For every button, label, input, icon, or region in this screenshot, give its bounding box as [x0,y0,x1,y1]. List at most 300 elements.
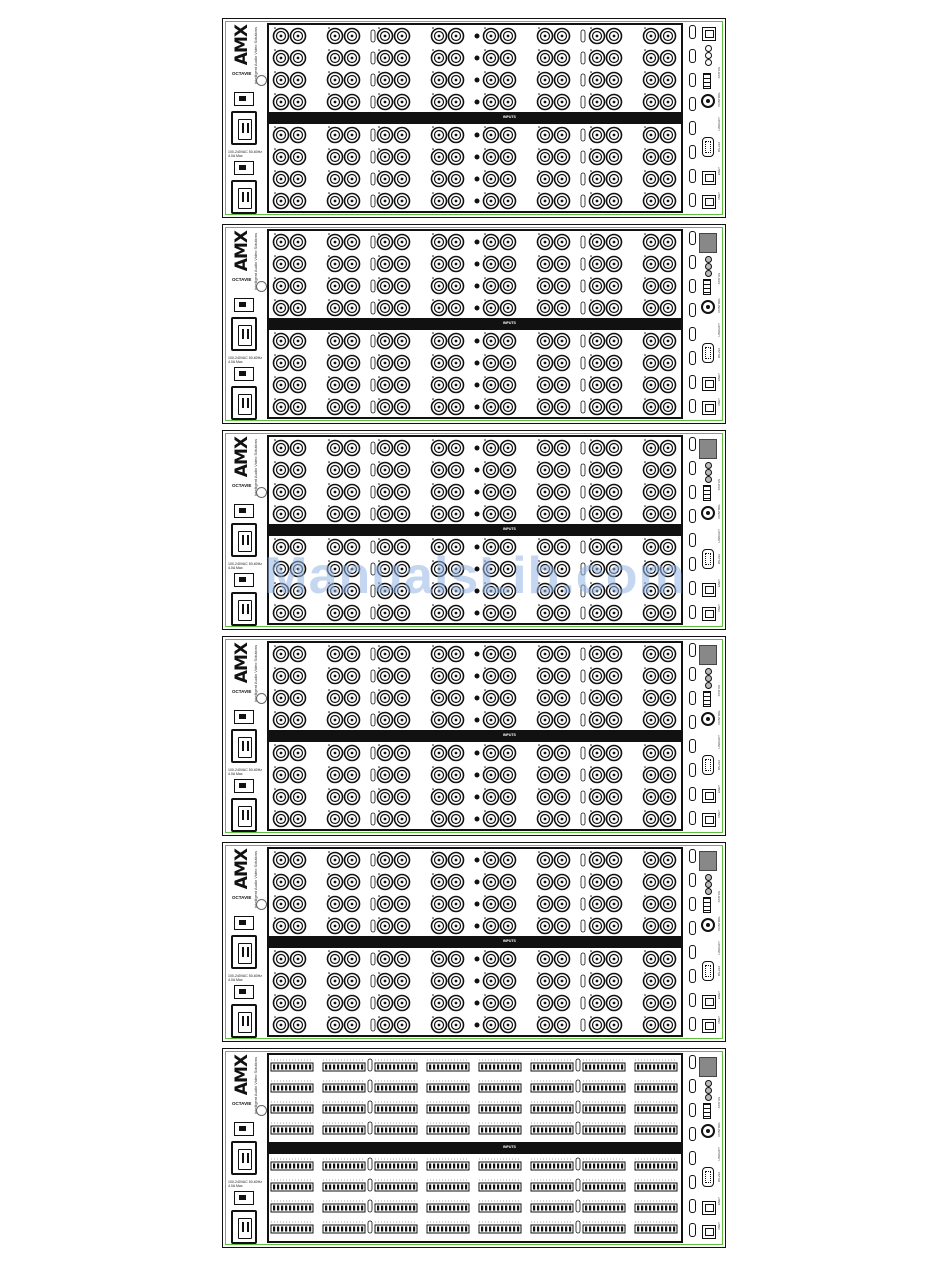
bnc-connector[interactable] [484,584,499,599]
bnc-connector[interactable] [607,812,622,827]
bnc-connector[interactable] [345,952,360,967]
bnc-connector[interactable] [590,29,605,44]
bnc-connector[interactable] [378,691,393,706]
terminal-block[interactable] [427,1201,469,1212]
bnc-connector[interactable] [607,897,622,912]
bnc-connector[interactable] [555,875,570,890]
bnc-connector[interactable] [555,606,570,621]
bnc-connector[interactable] [661,400,676,415]
bnc-connector[interactable] [395,95,410,110]
bnc-connector[interactable] [555,647,570,662]
bnc-connector[interactable] [590,301,605,316]
bnc-connector[interactable] [432,584,447,599]
xnet-port[interactable] [702,1019,716,1033]
xnet-port[interactable] [702,1225,716,1239]
terminal-block[interactable] [583,1180,625,1191]
bnc-connector[interactable] [538,974,553,989]
bnc-connector[interactable] [607,150,622,165]
terminal-block[interactable] [375,1180,417,1191]
bnc-connector[interactable] [432,853,447,868]
bnc-connector[interactable] [328,235,343,250]
bnc-connector[interactable] [644,974,659,989]
bnc-connector[interactable] [607,51,622,66]
bnc-connector[interactable] [644,172,659,187]
bnc-connector[interactable] [432,875,447,890]
bnc-connector[interactable] [644,540,659,555]
bnc-connector[interactable] [378,768,393,783]
bnc-connector[interactable] [607,952,622,967]
bnc-connector[interactable] [590,463,605,478]
bnc-connector[interactable] [484,812,499,827]
bnc-connector[interactable] [644,356,659,371]
bnc-connector[interactable] [291,952,306,967]
bnc-connector[interactable] [501,853,516,868]
bnc-connector[interactable] [501,790,516,805]
bnc-connector[interactable] [661,584,676,599]
bnc-connector[interactable] [274,356,289,371]
bnc-connector[interactable] [555,584,570,599]
bnc-connector[interactable] [395,463,410,478]
bnc-connector[interactable] [345,691,360,706]
bnc-connector[interactable] [274,768,289,783]
bnc-connector[interactable] [661,95,676,110]
bnc-connector[interactable] [378,485,393,500]
rs232-port[interactable] [702,961,714,981]
bnc-connector[interactable] [555,713,570,728]
rs232-port[interactable] [702,549,714,569]
bnc-connector[interactable] [378,29,393,44]
bnc-connector[interactable] [395,279,410,294]
bnc-connector[interactable] [555,257,570,272]
bnc-connector[interactable] [328,996,343,1011]
bnc-connector[interactable] [432,562,447,577]
bnc-connector[interactable] [345,485,360,500]
control-terminal[interactable] [703,485,711,501]
bnc-connector[interactable] [661,1018,676,1033]
bnc-connector[interactable] [378,334,393,349]
bnc-connector[interactable] [607,334,622,349]
bnc-connector[interactable] [449,95,464,110]
terminal-block[interactable] [635,1180,677,1191]
bnc-connector[interactable] [291,746,306,761]
bnc-connector[interactable] [661,875,676,890]
bnc-connector[interactable] [328,919,343,934]
bnc-connector[interactable] [484,235,499,250]
bnc-connector[interactable] [378,172,393,187]
bnc-connector[interactable] [378,919,393,934]
bnc-connector[interactable] [378,51,393,66]
bnc-connector[interactable] [291,128,306,143]
bnc-connector[interactable] [661,853,676,868]
bnc-connector[interactable] [395,301,410,316]
bnc-connector[interactable] [607,172,622,187]
bnc-connector[interactable] [661,257,676,272]
bnc-connector[interactable] [274,713,289,728]
bnc-connector[interactable] [484,897,499,912]
bnc-connector[interactable] [449,356,464,371]
bnc-connector[interactable] [395,128,410,143]
bnc-connector[interactable] [449,996,464,1011]
bnc-connector[interactable] [501,441,516,456]
bnc-connector[interactable] [607,584,622,599]
bnc-connector[interactable] [555,812,570,827]
bnc-connector[interactable] [378,875,393,890]
bnc-connector[interactable] [449,128,464,143]
bnc-connector[interactable] [449,334,464,349]
bnc-connector[interactable] [555,897,570,912]
bnc-connector[interactable] [538,194,553,209]
bnc-connector[interactable] [484,691,499,706]
bnc-connector[interactable] [555,400,570,415]
bnc-connector[interactable] [538,812,553,827]
terminal-block[interactable] [271,1201,313,1212]
control-terminal[interactable] [703,73,711,89]
bnc-connector[interactable] [449,768,464,783]
bnc-connector[interactable] [432,974,447,989]
terminal-block[interactable] [323,1060,365,1071]
bnc-connector[interactable] [538,540,553,555]
bnc-connector[interactable] [555,691,570,706]
bnc-connector[interactable] [328,746,343,761]
bnc-connector[interactable] [538,790,553,805]
bnc-connector[interactable] [395,952,410,967]
terminal-block[interactable] [531,1222,573,1233]
bnc-connector[interactable] [345,150,360,165]
bnc-connector[interactable] [484,73,499,88]
bnc-connector[interactable] [432,790,447,805]
bnc-connector[interactable] [432,257,447,272]
bnc-connector[interactable] [328,378,343,393]
bnc-connector[interactable] [378,952,393,967]
bnc-connector[interactable] [661,790,676,805]
bnc-connector[interactable] [607,463,622,478]
bnc-connector[interactable] [661,73,676,88]
bnc-connector[interactable] [291,463,306,478]
ethernet-port[interactable] [702,583,716,597]
bnc-connector[interactable] [484,128,499,143]
bnc-connector[interactable] [449,51,464,66]
bnc-connector[interactable] [538,279,553,294]
bnc-connector[interactable] [345,1018,360,1033]
bnc-connector[interactable] [291,172,306,187]
bnc-connector[interactable] [644,875,659,890]
bnc-connector[interactable] [501,919,516,934]
bnc-connector[interactable] [274,1018,289,1033]
bnc-connector[interactable] [538,691,553,706]
terminal-block[interactable] [583,1060,625,1071]
bnc-connector[interactable] [484,194,499,209]
bnc-connector[interactable] [484,150,499,165]
bnc-connector[interactable] [501,897,516,912]
bnc-connector[interactable] [274,897,289,912]
bnc-connector[interactable] [328,584,343,599]
bnc-connector[interactable] [345,919,360,934]
bnc-connector[interactable] [538,875,553,890]
bnc-connector[interactable] [644,952,659,967]
terminal-block[interactable] [583,1159,625,1170]
bnc-connector[interactable] [274,746,289,761]
rs232-port[interactable] [702,1167,714,1187]
bnc-connector[interactable] [607,73,622,88]
bnc-connector[interactable] [274,853,289,868]
bnc-connector[interactable] [538,29,553,44]
bnc-connector[interactable] [345,400,360,415]
bnc-connector[interactable] [484,919,499,934]
bnc-connector[interactable] [501,235,516,250]
bnc-connector[interactable] [538,584,553,599]
bnc-connector[interactable] [501,507,516,522]
bnc-connector[interactable] [538,334,553,349]
bnc-connector[interactable] [555,463,570,478]
bnc-connector[interactable] [501,875,516,890]
xnet-port[interactable] [702,607,716,621]
power-switch-1[interactable] [234,298,254,312]
bnc-connector[interactable] [661,463,676,478]
bnc-connector[interactable] [395,746,410,761]
bnc-connector[interactable] [501,952,516,967]
bnc-connector[interactable] [395,485,410,500]
bnc-connector[interactable] [590,584,605,599]
bnc-connector[interactable] [644,128,659,143]
bnc-connector[interactable] [291,257,306,272]
bnc-connector[interactable] [395,812,410,827]
bnc-connector[interactable] [644,194,659,209]
terminal-block[interactable] [323,1102,365,1113]
bnc-connector[interactable] [501,334,516,349]
bnc-connector[interactable] [449,378,464,393]
bnc-connector[interactable] [274,194,289,209]
bnc-connector[interactable] [345,996,360,1011]
bnc-connector[interactable] [538,897,553,912]
terminal-block[interactable] [375,1222,417,1233]
bnc-connector[interactable] [538,768,553,783]
bnc-connector[interactable] [432,996,447,1011]
bnc-connector[interactable] [501,606,516,621]
bnc-connector[interactable] [644,73,659,88]
bnc-connector[interactable] [378,812,393,827]
bnc-connector[interactable] [555,235,570,250]
bnc-connector[interactable] [590,540,605,555]
bnc-connector[interactable] [484,441,499,456]
bnc-connector[interactable] [555,768,570,783]
control-terminal[interactable] [703,691,711,707]
bnc-connector[interactable] [661,812,676,827]
bnc-connector[interactable] [607,301,622,316]
terminal-block[interactable] [531,1201,573,1212]
bnc-connector[interactable] [291,95,306,110]
bnc-connector[interactable] [449,746,464,761]
bnc-connector[interactable] [274,441,289,456]
bnc-connector[interactable] [395,897,410,912]
bnc-connector[interactable] [291,669,306,684]
bnc-connector[interactable] [449,301,464,316]
terminal-block[interactable] [323,1222,365,1233]
sync-connector[interactable] [701,712,715,726]
bnc-connector[interactable] [484,853,499,868]
bnc-connector[interactable] [501,691,516,706]
bnc-connector[interactable] [661,669,676,684]
bnc-connector[interactable] [644,51,659,66]
bnc-connector[interactable] [378,974,393,989]
bnc-connector[interactable] [449,463,464,478]
bnc-connector[interactable] [484,279,499,294]
bnc-connector[interactable] [328,51,343,66]
bnc-connector[interactable] [395,691,410,706]
power-switch-2[interactable] [234,985,254,999]
bnc-connector[interactable] [590,812,605,827]
bnc-connector[interactable] [432,897,447,912]
bnc-connector[interactable] [291,974,306,989]
bnc-connector[interactable] [661,507,676,522]
bnc-connector[interactable] [328,301,343,316]
terminal-block[interactable] [271,1180,313,1191]
bnc-connector[interactable] [274,235,289,250]
bnc-connector[interactable] [555,952,570,967]
bnc-connector[interactable] [661,194,676,209]
bnc-connector[interactable] [291,606,306,621]
bnc-connector[interactable] [484,996,499,1011]
ethernet-port[interactable] [702,995,716,1009]
bnc-connector[interactable] [555,996,570,1011]
bnc-connector[interactable] [395,584,410,599]
bnc-connector[interactable] [590,257,605,272]
bnc-connector[interactable] [501,647,516,662]
bnc-connector[interactable] [555,378,570,393]
bnc-connector[interactable] [432,812,447,827]
bnc-connector[interactable] [501,746,516,761]
bnc-connector[interactable] [345,974,360,989]
bnc-connector[interactable] [661,713,676,728]
bnc-connector[interactable] [274,172,289,187]
bnc-connector[interactable] [291,235,306,250]
bnc-connector[interactable] [328,812,343,827]
bnc-connector[interactable] [538,485,553,500]
bnc-connector[interactable] [484,257,499,272]
control-terminal[interactable] [703,1103,711,1119]
bnc-connector[interactable] [590,95,605,110]
bnc-connector[interactable] [590,172,605,187]
bnc-connector[interactable] [395,974,410,989]
bnc-connector[interactable] [607,194,622,209]
bnc-connector[interactable] [538,669,553,684]
bnc-connector[interactable] [555,194,570,209]
bnc-connector[interactable] [590,485,605,500]
bnc-connector[interactable] [378,647,393,662]
bnc-connector[interactable] [555,441,570,456]
bnc-connector[interactable] [274,647,289,662]
bnc-connector[interactable] [395,996,410,1011]
power-switch-2[interactable] [234,1191,254,1205]
bnc-connector[interactable] [432,1018,447,1033]
bnc-connector[interactable] [328,540,343,555]
bnc-connector[interactable] [378,73,393,88]
bnc-connector[interactable] [274,150,289,165]
bnc-connector[interactable] [555,919,570,934]
bnc-connector[interactable] [607,713,622,728]
bnc-connector[interactable] [395,1018,410,1033]
bnc-connector[interactable] [378,507,393,522]
bnc-connector[interactable] [538,562,553,577]
bnc-connector[interactable] [590,150,605,165]
bnc-connector[interactable] [555,669,570,684]
bnc-connector[interactable] [395,540,410,555]
bnc-connector[interactable] [395,29,410,44]
bnc-connector[interactable] [590,194,605,209]
bnc-connector[interactable] [555,540,570,555]
bnc-connector[interactable] [484,378,499,393]
bnc-connector[interactable] [661,128,676,143]
sync-connector[interactable] [701,506,715,520]
bnc-connector[interactable] [607,746,622,761]
bnc-connector[interactable] [345,790,360,805]
bnc-connector[interactable] [484,713,499,728]
bnc-connector[interactable] [590,647,605,662]
bnc-connector[interactable] [501,279,516,294]
bnc-connector[interactable] [484,485,499,500]
bnc-connector[interactable] [590,128,605,143]
bnc-connector[interactable] [291,150,306,165]
bnc-connector[interactable] [590,919,605,934]
bnc-connector[interactable] [484,51,499,66]
bnc-connector[interactable] [395,875,410,890]
bnc-connector[interactable] [328,647,343,662]
bnc-connector[interactable] [484,172,499,187]
bnc-connector[interactable] [501,485,516,500]
bnc-connector[interactable] [345,301,360,316]
bnc-connector[interactable] [484,507,499,522]
bnc-connector[interactable] [661,29,676,44]
terminal-block[interactable] [635,1102,677,1113]
bnc-connector[interactable] [395,669,410,684]
bnc-connector[interactable] [432,540,447,555]
bnc-connector[interactable] [501,172,516,187]
bnc-connector[interactable] [501,29,516,44]
bnc-connector[interactable] [291,875,306,890]
bnc-connector[interactable] [291,540,306,555]
terminal-block[interactable] [635,1123,677,1134]
terminal-block[interactable] [583,1102,625,1113]
bnc-connector[interactable] [328,400,343,415]
bnc-connector[interactable] [449,279,464,294]
bnc-connector[interactable] [291,51,306,66]
bnc-connector[interactable] [607,441,622,456]
bnc-connector[interactable] [661,301,676,316]
bnc-connector[interactable] [644,919,659,934]
sync-connector[interactable] [701,300,715,314]
terminal-block[interactable] [479,1201,521,1212]
xnet-port[interactable] [702,401,716,415]
bnc-connector[interactable] [328,952,343,967]
bnc-connector[interactable] [291,768,306,783]
bnc-connector[interactable] [395,235,410,250]
bnc-connector[interactable] [607,875,622,890]
bnc-connector[interactable] [590,746,605,761]
bnc-connector[interactable] [345,235,360,250]
bnc-connector[interactable] [274,562,289,577]
bnc-connector[interactable] [644,669,659,684]
terminal-block[interactable] [479,1222,521,1233]
bnc-connector[interactable] [449,790,464,805]
bnc-connector[interactable] [644,378,659,393]
bnc-connector[interactable] [590,356,605,371]
bnc-connector[interactable] [661,334,676,349]
bnc-connector[interactable] [661,51,676,66]
bnc-connector[interactable] [644,691,659,706]
terminal-block[interactable] [427,1159,469,1170]
terminal-block[interactable] [479,1123,521,1134]
bnc-connector[interactable] [378,95,393,110]
bnc-connector[interactable] [538,919,553,934]
